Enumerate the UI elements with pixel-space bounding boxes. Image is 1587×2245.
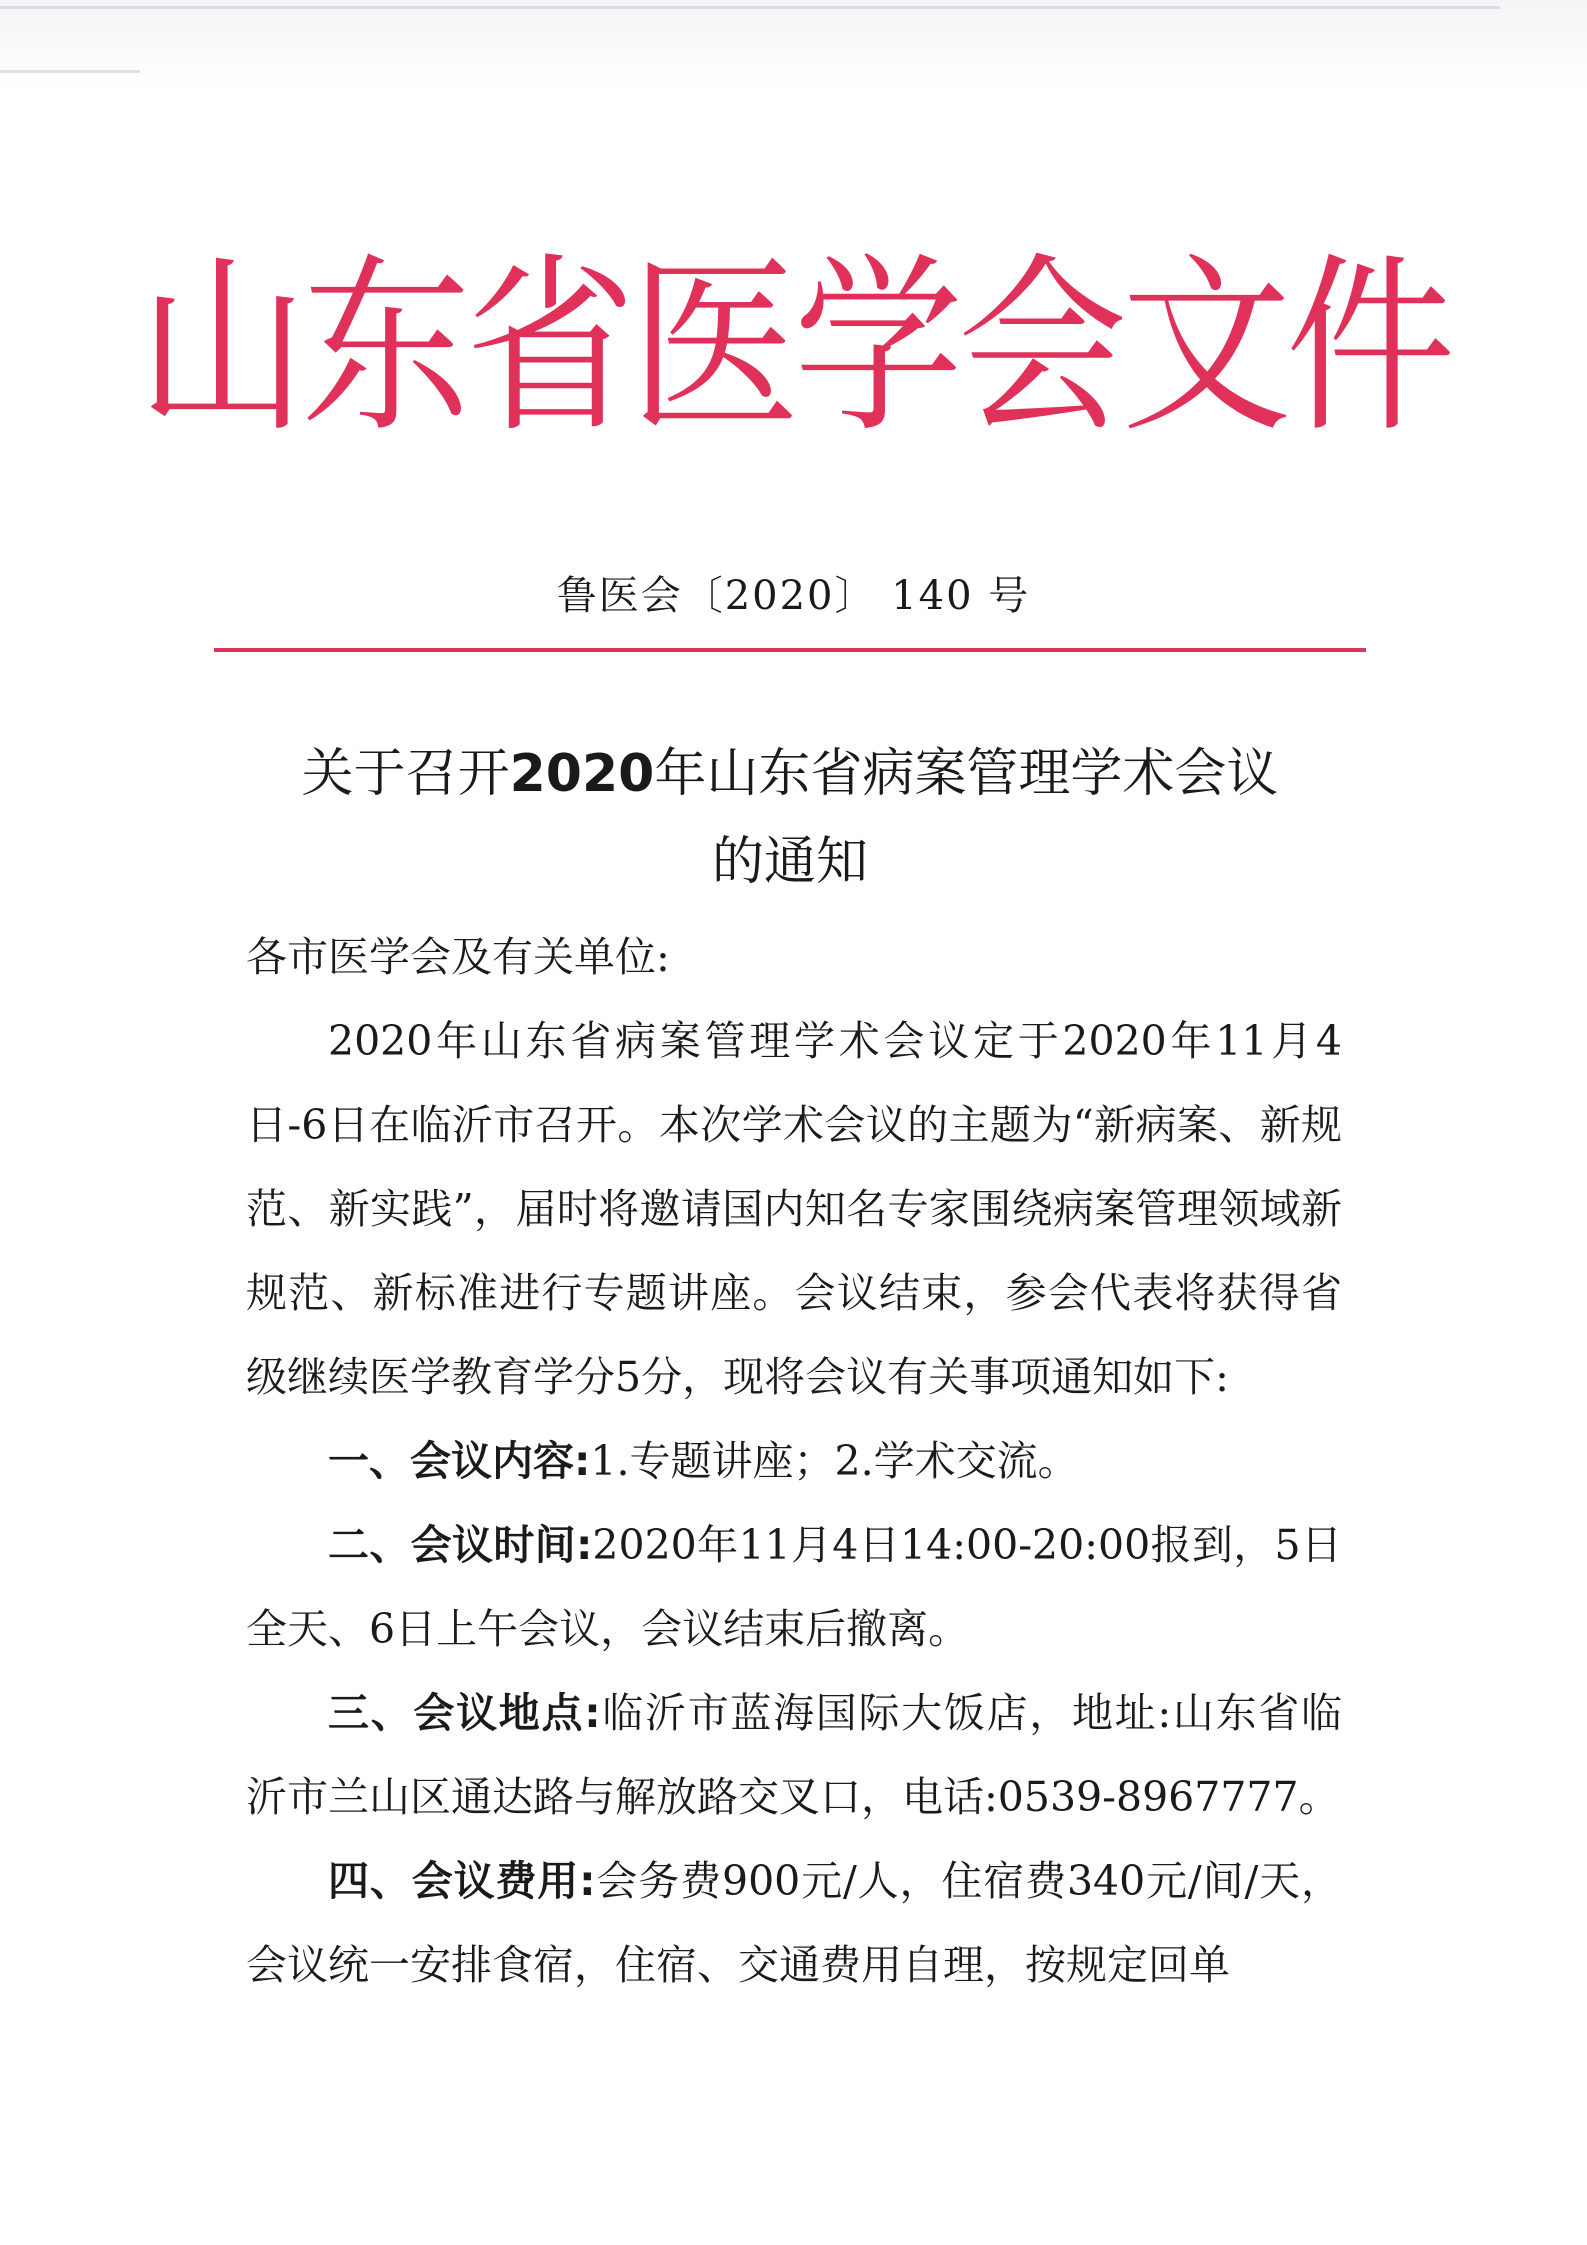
- scan-streak: [0, 6, 1500, 9]
- section-text: 会务费900元/人，住宿费340元/间/天，会议统一安排食宿，住宿、交通费用自理，按规定回单: [246, 1857, 1342, 1989]
- document-body: [246, 915, 1342, 2007]
- section-heading: 一、会议内容:: [328, 1437, 591, 1485]
- section-location: [246, 1671, 1342, 1839]
- intro-paragraph: 2020年山东省病案管理学术会议定于2020年11月4日-6日在临沂市召开。本次学术会议的主题为“新病案、新规范、新实践”，届时将邀请国内知名专家围绕病案管理领域新规范、新标准进行专题讲座。会议结束，参会代表将获得省级继续医学教育学分5分，现将会议有关事项通知如下:: [246, 1017, 1342, 1401]
- notice-title: [214, 730, 1366, 906]
- section-text: 临沂市蓝海国际大饭店，地址:山东省临沂市兰山区通达路与解放路交叉口，电话:0539-8967777。: [246, 1689, 1342, 1821]
- scan-streak: [0, 70, 140, 73]
- section-time: [246, 1503, 1342, 1671]
- section-text: 2020年11月4日14:00-20:00报到，5日全天、6日上午会议，会议结束后撤离。: [246, 1521, 1342, 1653]
- document-number: 鲁医会〔2020〕 140 号: [556, 573, 1031, 619]
- section-heading: 二、会议时间:: [328, 1521, 593, 1569]
- letterhead-title: 山东省医学会文件: [137, 237, 1450, 459]
- section-heading: 四、会议费用:: [328, 1857, 596, 1905]
- title-year: 2020: [509, 744, 655, 804]
- title-line-2: 的通知: [711, 832, 868, 892]
- title-prefix: 关于召开: [301, 744, 510, 804]
- title-suffix: 年山东省病案管理学术会议: [654, 744, 1279, 804]
- section-heading: 三、会议地点:: [328, 1689, 601, 1737]
- section-text: 1.专题讲座；2.学术交流。: [590, 1437, 1079, 1485]
- section-fees: [246, 1839, 1342, 2007]
- red-divider-line: [214, 648, 1366, 652]
- salutation: 各市医学会及有关单位:: [246, 933, 670, 981]
- section-content: [246, 1419, 1342, 1503]
- scan-artifact-band: [0, 0, 1587, 90]
